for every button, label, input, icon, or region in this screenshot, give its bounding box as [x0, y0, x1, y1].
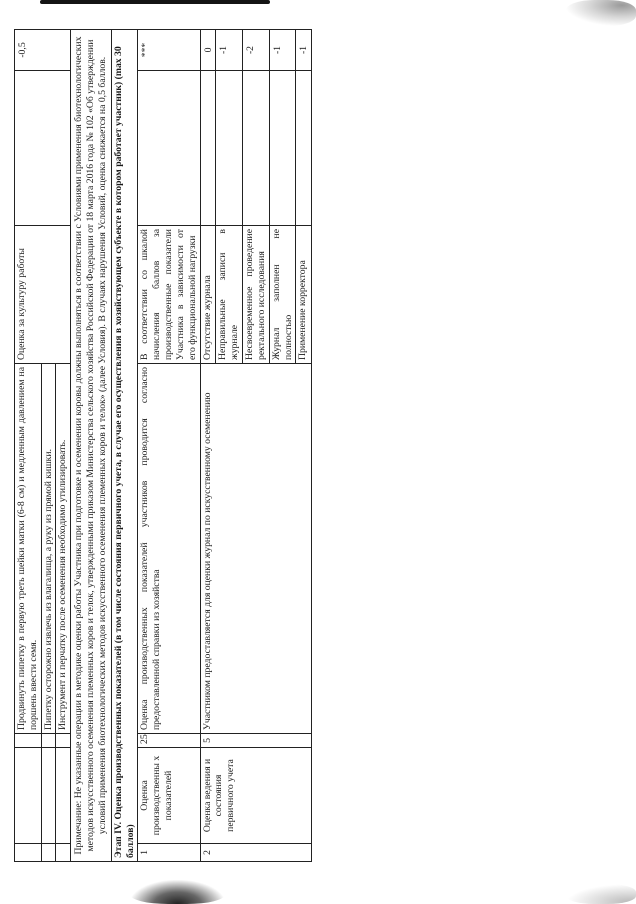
- empty-cell: [56, 748, 71, 844]
- procedure-step: Инструмент и перчатку после осеменения необходимо утилизировать.: [56, 364, 71, 734]
- empty-cell: [243, 71, 270, 226]
- empty-cell: [56, 734, 71, 748]
- item-description: Оценка производственных показателей участников проводится согласно предоставленной справки из хозяйства: [138, 364, 200, 734]
- empty-cell: [200, 71, 216, 226]
- empty-cell: [41, 844, 56, 862]
- criterion-score: -1: [296, 30, 312, 71]
- item-description: Участником предоставляется для оценки журнал по искусственному осеменению: [200, 364, 312, 734]
- item-number: 2: [200, 844, 312, 862]
- note-text: Примечание: Не указанные операции в методике оценки работы Участника при подготовке и осеменении коровы должны выполняться в соответствии с Условиями применения биотехнологических методов искусственного осеменения племенных коров и телок, утвержденными приказом Министерства сельского хозяйства Российской Федерации от 18 марта 2016 года № 102 «Об утверждении условий применения биотехнологических методов искусственного осеменения племенных коров и телок» (далее Условия). В случаях нарушения Условий, оценка снижается на 0,5 баллов.: [71, 30, 111, 862]
- criterion-text: Применение корректора: [296, 226, 312, 364]
- criterion-text: Несвоевременное проведение ректального исследования: [243, 226, 270, 364]
- criterion-score: -2: [243, 30, 270, 71]
- scan-binding-shadow: [130, 880, 225, 904]
- stage-row: [111, 30, 138, 862]
- criterion-text: В соответствии со шкалой начисления баллов за производственные показатели Участника в зависимости от его функциональной нагрузки: [138, 226, 200, 364]
- item-row: [138, 30, 200, 862]
- procedure-step: Пипетку осторожно извлечь из влагалища, а руку из прямой кишки.: [41, 364, 56, 734]
- assessment-table: [14, 29, 312, 862]
- empty-cell: [296, 71, 312, 226]
- procedure-row: [15, 30, 42, 862]
- criterion-text: Неправильные записи в журнале: [216, 226, 243, 364]
- criterion-score: -1: [269, 30, 296, 71]
- empty-cell: [216, 71, 243, 226]
- item-name: Оценка ведения и состояния первичного учета: [200, 748, 312, 844]
- criterion-score: 0: [200, 30, 216, 71]
- culture-score: -0,5: [15, 30, 71, 71]
- scan-edge-mark: [40, 0, 270, 4]
- empty-cell: [269, 71, 296, 226]
- item-max-score: 25: [138, 734, 200, 748]
- empty-cell: [15, 844, 42, 862]
- item-row: [200, 30, 216, 862]
- empty-cell: [15, 71, 71, 226]
- empty-cell: [15, 734, 42, 748]
- empty-cell: [41, 734, 56, 748]
- scan-corner-smudge: [566, 0, 636, 26]
- note-row: [71, 30, 111, 862]
- stage-heading: Этап IV. Оценка производственных показателей (в том числе состояния первичного учета, в случае его осуществления в хозяйствующем субъекте в котором работает участник) (max 30 баллов): [111, 30, 138, 862]
- item-name: Оценка производственны х показателей: [138, 748, 200, 844]
- procedure-step: Продвинуть пипетку в первую треть шейки матки (6-8 см) и медленным давлением на поршень ввести семя.: [15, 364, 42, 734]
- rotated-document-page: [14, 29, 470, 862]
- criterion-text: Отсутствие журнала: [200, 226, 216, 364]
- criterion-score: -1: [216, 30, 243, 71]
- criterion-text: Журнал заполнен не полностью: [269, 226, 296, 364]
- empty-cell: [138, 71, 200, 226]
- empty-cell: [41, 748, 56, 844]
- scan-corner-smudge: [566, 884, 636, 904]
- culture-label: Оценка за культуру работы: [15, 226, 71, 364]
- empty-cell: [15, 748, 42, 844]
- item-number: 1: [138, 844, 200, 862]
- criterion-score: ***: [138, 30, 200, 71]
- item-max-score: 5: [200, 734, 312, 748]
- empty-cell: [56, 844, 71, 862]
